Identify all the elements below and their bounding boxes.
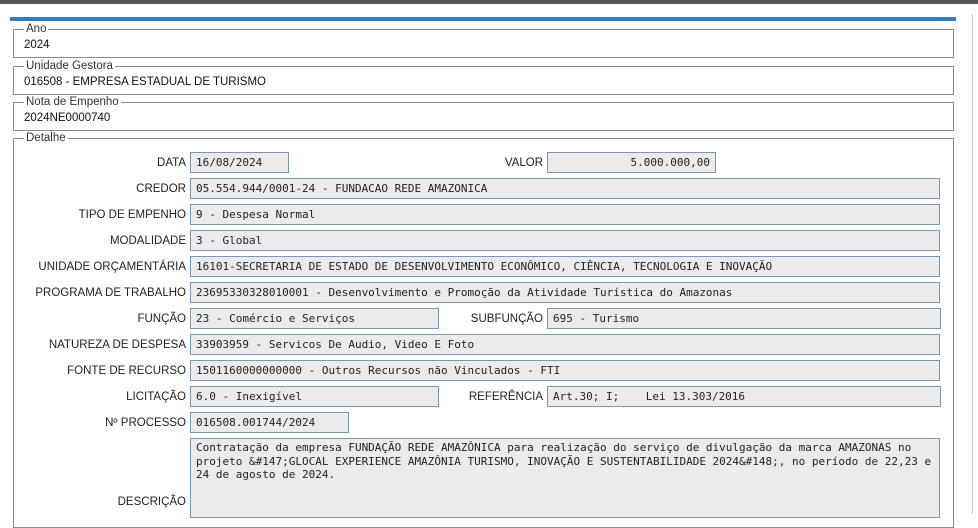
modalidade-field[interactable]: 3 - Global <box>190 230 940 251</box>
unidade-gestora-value: 016508 - EMPRESA ESTADUAL DE TURISMO <box>24 76 267 88</box>
subfuncao-field[interactable]: 695 - Turismo <box>547 308 941 329</box>
natureza-despesa-field[interactable]: 33903959 - Servicos De Audio, Video E Foto <box>190 334 940 355</box>
nota-empenho-legend: Nota de Empenho <box>26 96 119 108</box>
unidade-orcamentaria-label: UNIDADE ORÇAMENTÁRIA <box>38 261 186 273</box>
data-label: DATA <box>157 157 186 169</box>
detalhe-legend: Detalhe <box>26 132 66 144</box>
credor-label: CREDOR <box>136 183 186 195</box>
unidade-gestora-fieldset <box>13 60 954 95</box>
programa-trabalho-field[interactable]: 23695330328010001 - Desenvolvimento e Promoção da Atividade Turística do Amazonas <box>190 282 940 303</box>
processo-field[interactable]: 016508.001744/2024 <box>190 412 349 433</box>
subfuncao-label: SUBFUNÇÃO <box>470 313 543 325</box>
credor-field[interactable]: 05.554.944/0001-24 - FUNDACAO REDE AMAZONICA <box>190 178 940 199</box>
funcao-field[interactable]: 23 - Comércio e Serviços <box>190 308 439 329</box>
tipo-empenho-label: TIPO DE EMPENHO <box>78 209 186 221</box>
window-top-bar <box>0 0 978 4</box>
referencia-field[interactable]: Art.30; I; Lei 13.303/2016 <box>547 386 941 407</box>
licitacao-label: LICITAÇÃO <box>126 391 186 403</box>
licitacao-field[interactable]: 6.0 - Inexigível <box>190 386 439 407</box>
valor-field[interactable]: 5.000.000,00 <box>547 152 716 173</box>
nota-empenho-value: 2024NE0000740 <box>24 112 111 124</box>
programa-trabalho-label: PROGRAMA DE TRABALHO <box>35 287 186 299</box>
tipo-empenho-field[interactable]: 9 - Despesa Normal <box>190 204 940 225</box>
descricao-textarea[interactable]: Contratação da empresa FUNDAÇÃO REDE AMAZÔNICA para realização do serviço de divulgação da marca AMAZONAS no projeto &#147;GLOCAL EXPERIENCE AMAZÔNIA TURISMO, INOVAÇÃO E SUSTENTABILIDADE 2024&#148;, no período de 22,23 e 24 de agosto de 2024. <box>190 438 940 518</box>
ano-value: 2024 <box>24 39 50 51</box>
scroll-edge-line <box>972 14 973 514</box>
unidade-gestora-legend: Unidade Gestora <box>26 60 113 72</box>
nota-empenho-fieldset <box>13 96 954 131</box>
funcao-label: FUNÇÃO <box>137 313 186 325</box>
processo-label: Nº PROCESSO <box>105 417 186 429</box>
ano-fieldset <box>13 23 954 58</box>
fonte-recurso-label: FONTE DE RECURSO <box>67 365 186 377</box>
fonte-recurso-field[interactable]: 1501160000000000 - Outros Recursos não Vinculados - FTI <box>190 360 940 381</box>
valor-label: VALOR <box>504 157 543 169</box>
header-accent-bar <box>10 17 956 21</box>
unidade-orcamentaria-field[interactable]: 16101-SECRETARIA DE ESTADO DE DESENVOLVIMENTO ECONÔMICO, CIÊNCIA, TECNOLOGIA E INOVAÇÃO <box>190 256 940 277</box>
descricao-label: DESCRIÇÃO <box>117 496 186 508</box>
ano-legend: Ano <box>26 23 47 35</box>
modalidade-label: MODALIDADE <box>109 235 186 247</box>
natureza-despesa-label: NATUREZA DE DESPESA <box>48 339 186 351</box>
referencia-label: REFERÊNCIA <box>468 391 543 403</box>
data-field[interactable]: 16/08/2024 <box>190 152 289 173</box>
